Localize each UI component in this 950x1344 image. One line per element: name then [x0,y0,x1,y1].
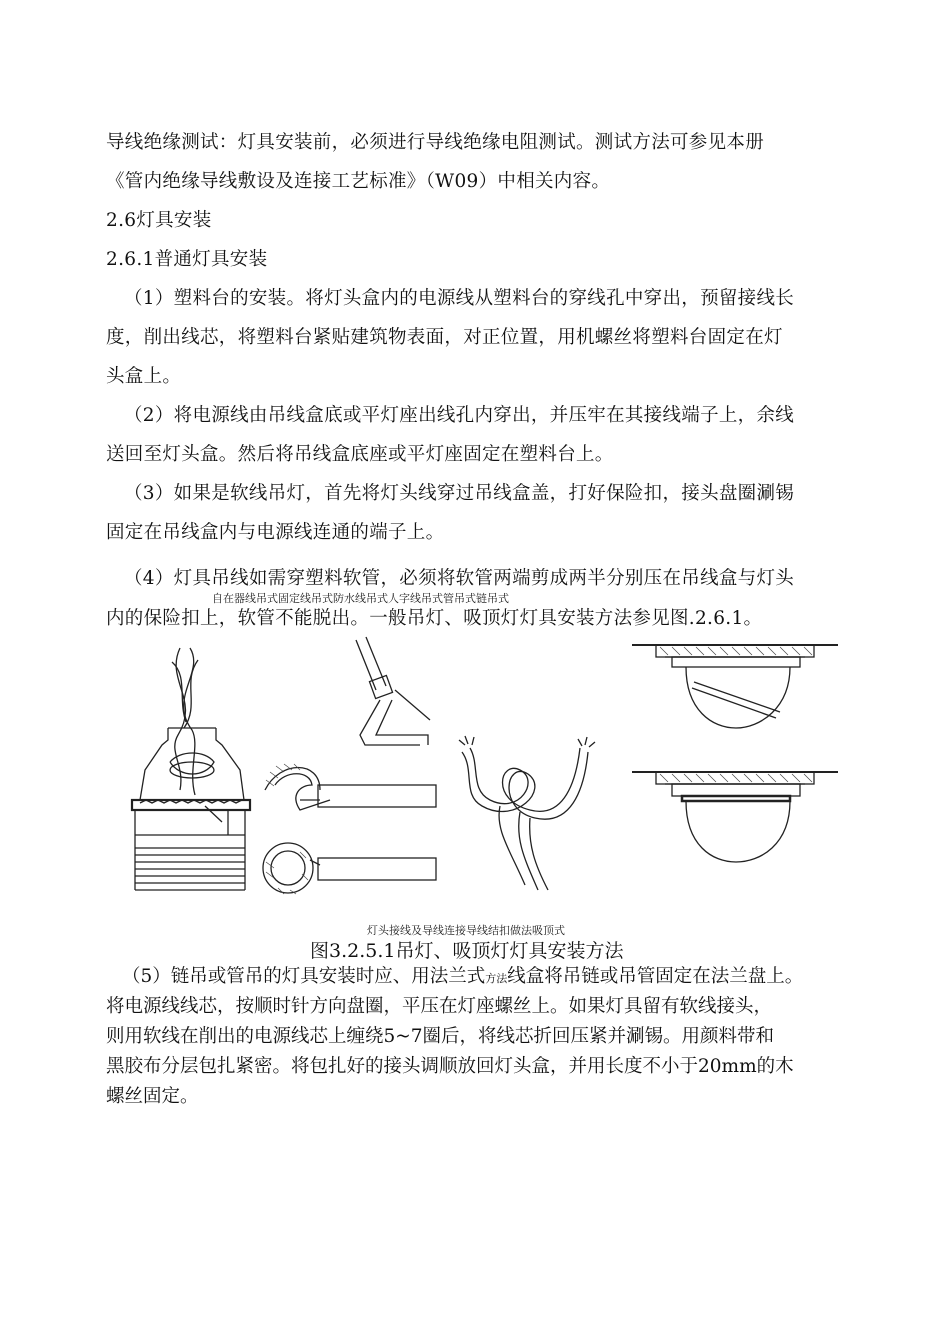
step1-line1: （1）塑料台的安装。将灯头盒内的电源线从塑料台的穿线孔中穿出，预留接线长 [124,288,795,309]
step5-line1-part2: 线盒将吊链或吊管固定在法兰盘上。 [507,966,804,987]
paragraph-insulation-test-line2: 《管内绝缘导线敷设及连接工艺标准》（W09）中相关内容。 [106,171,611,192]
wire-terminal-drawing [356,637,430,745]
step5-line5: 螺丝固定。 [106,1086,199,1107]
hook-terminal-drawing [265,768,436,811]
step5-inline-small-text: 方法 [485,972,508,985]
step3-line2: 固定在吊线盒内与电源线连通的端子上。 [106,522,445,543]
step3-line1: （3）如果是软线吊灯，首先将灯头线穿过吊线盒盖，打好保险扣，接头盘圈涮锡 [124,483,795,504]
step1-line2: 度，削出线芯，将塑料台紧贴建筑物表面，对正位置，用机螺丝将塑料台固定在灯 [106,327,783,348]
step4-line2: 内的保险扣上，软管不能脱出。一般吊灯、吸顶灯灯具安装方法参见图.2.6.1。 [106,608,763,629]
section-heading-2-6-1: 2.6.1普通灯具安装 [106,249,268,270]
step4-line1: （4）灯具吊线如需穿塑料软管，必须将软管两端剪成两半分别压在吊线盒与灯头 [124,568,795,589]
ring-terminal-drawing [263,843,436,893]
paragraph-insulation-test-line1: 导线绝缘测试：灯具安装前，必须进行导线绝缘电阻测试。测试方法可参见本册 [106,132,765,153]
wire-knot-drawing [459,736,595,890]
figure-type-labels: 自在器线吊式固定线吊式防水线吊式人字线吊式管吊式链吊式 [212,592,509,605]
ceiling-lamp-drawing [632,645,838,862]
section-heading-2-6: 2.6灯具安装 [106,210,212,231]
step1-line3: 头盒上。 [106,366,182,387]
lamp-holder-drawing [132,648,250,890]
figure-sublabels: 灯头接线及导线连接导线结扣做法吸顶式 [367,924,565,937]
step5-line3: 则用软线在削出的电源线芯上缠绕5~7圈后，将线芯折回压紧并涮锡。用颜料带和 [106,1026,775,1047]
figure-caption: 图3.2.5.1吊灯、吸顶灯灯具安装方法 [310,940,624,962]
step5-line1-part1: （5）链吊或管吊的灯具安装时应、用法兰式 [122,966,486,987]
step5-line1 [122,962,803,994]
step5-line4: 黑胶布分层包扎紧密。将包扎好的接头调顺放回灯头盒，并用长度不小于20mm的木 [106,1056,794,1077]
step2-line2: 送回至灯头盒。然后将吊线盒底座或平灯座固定在塑料台上。 [106,444,614,465]
step2-line1: （2）将电源线由吊线盒底或平灯座出线孔内穿出，并压牢在其接线端子上，余线 [124,405,795,426]
step5-line2: 将电源线线芯，按顺时针方向盘圈，平压在灯座螺丝上。如果灯具留有软线接头， [106,996,773,1017]
